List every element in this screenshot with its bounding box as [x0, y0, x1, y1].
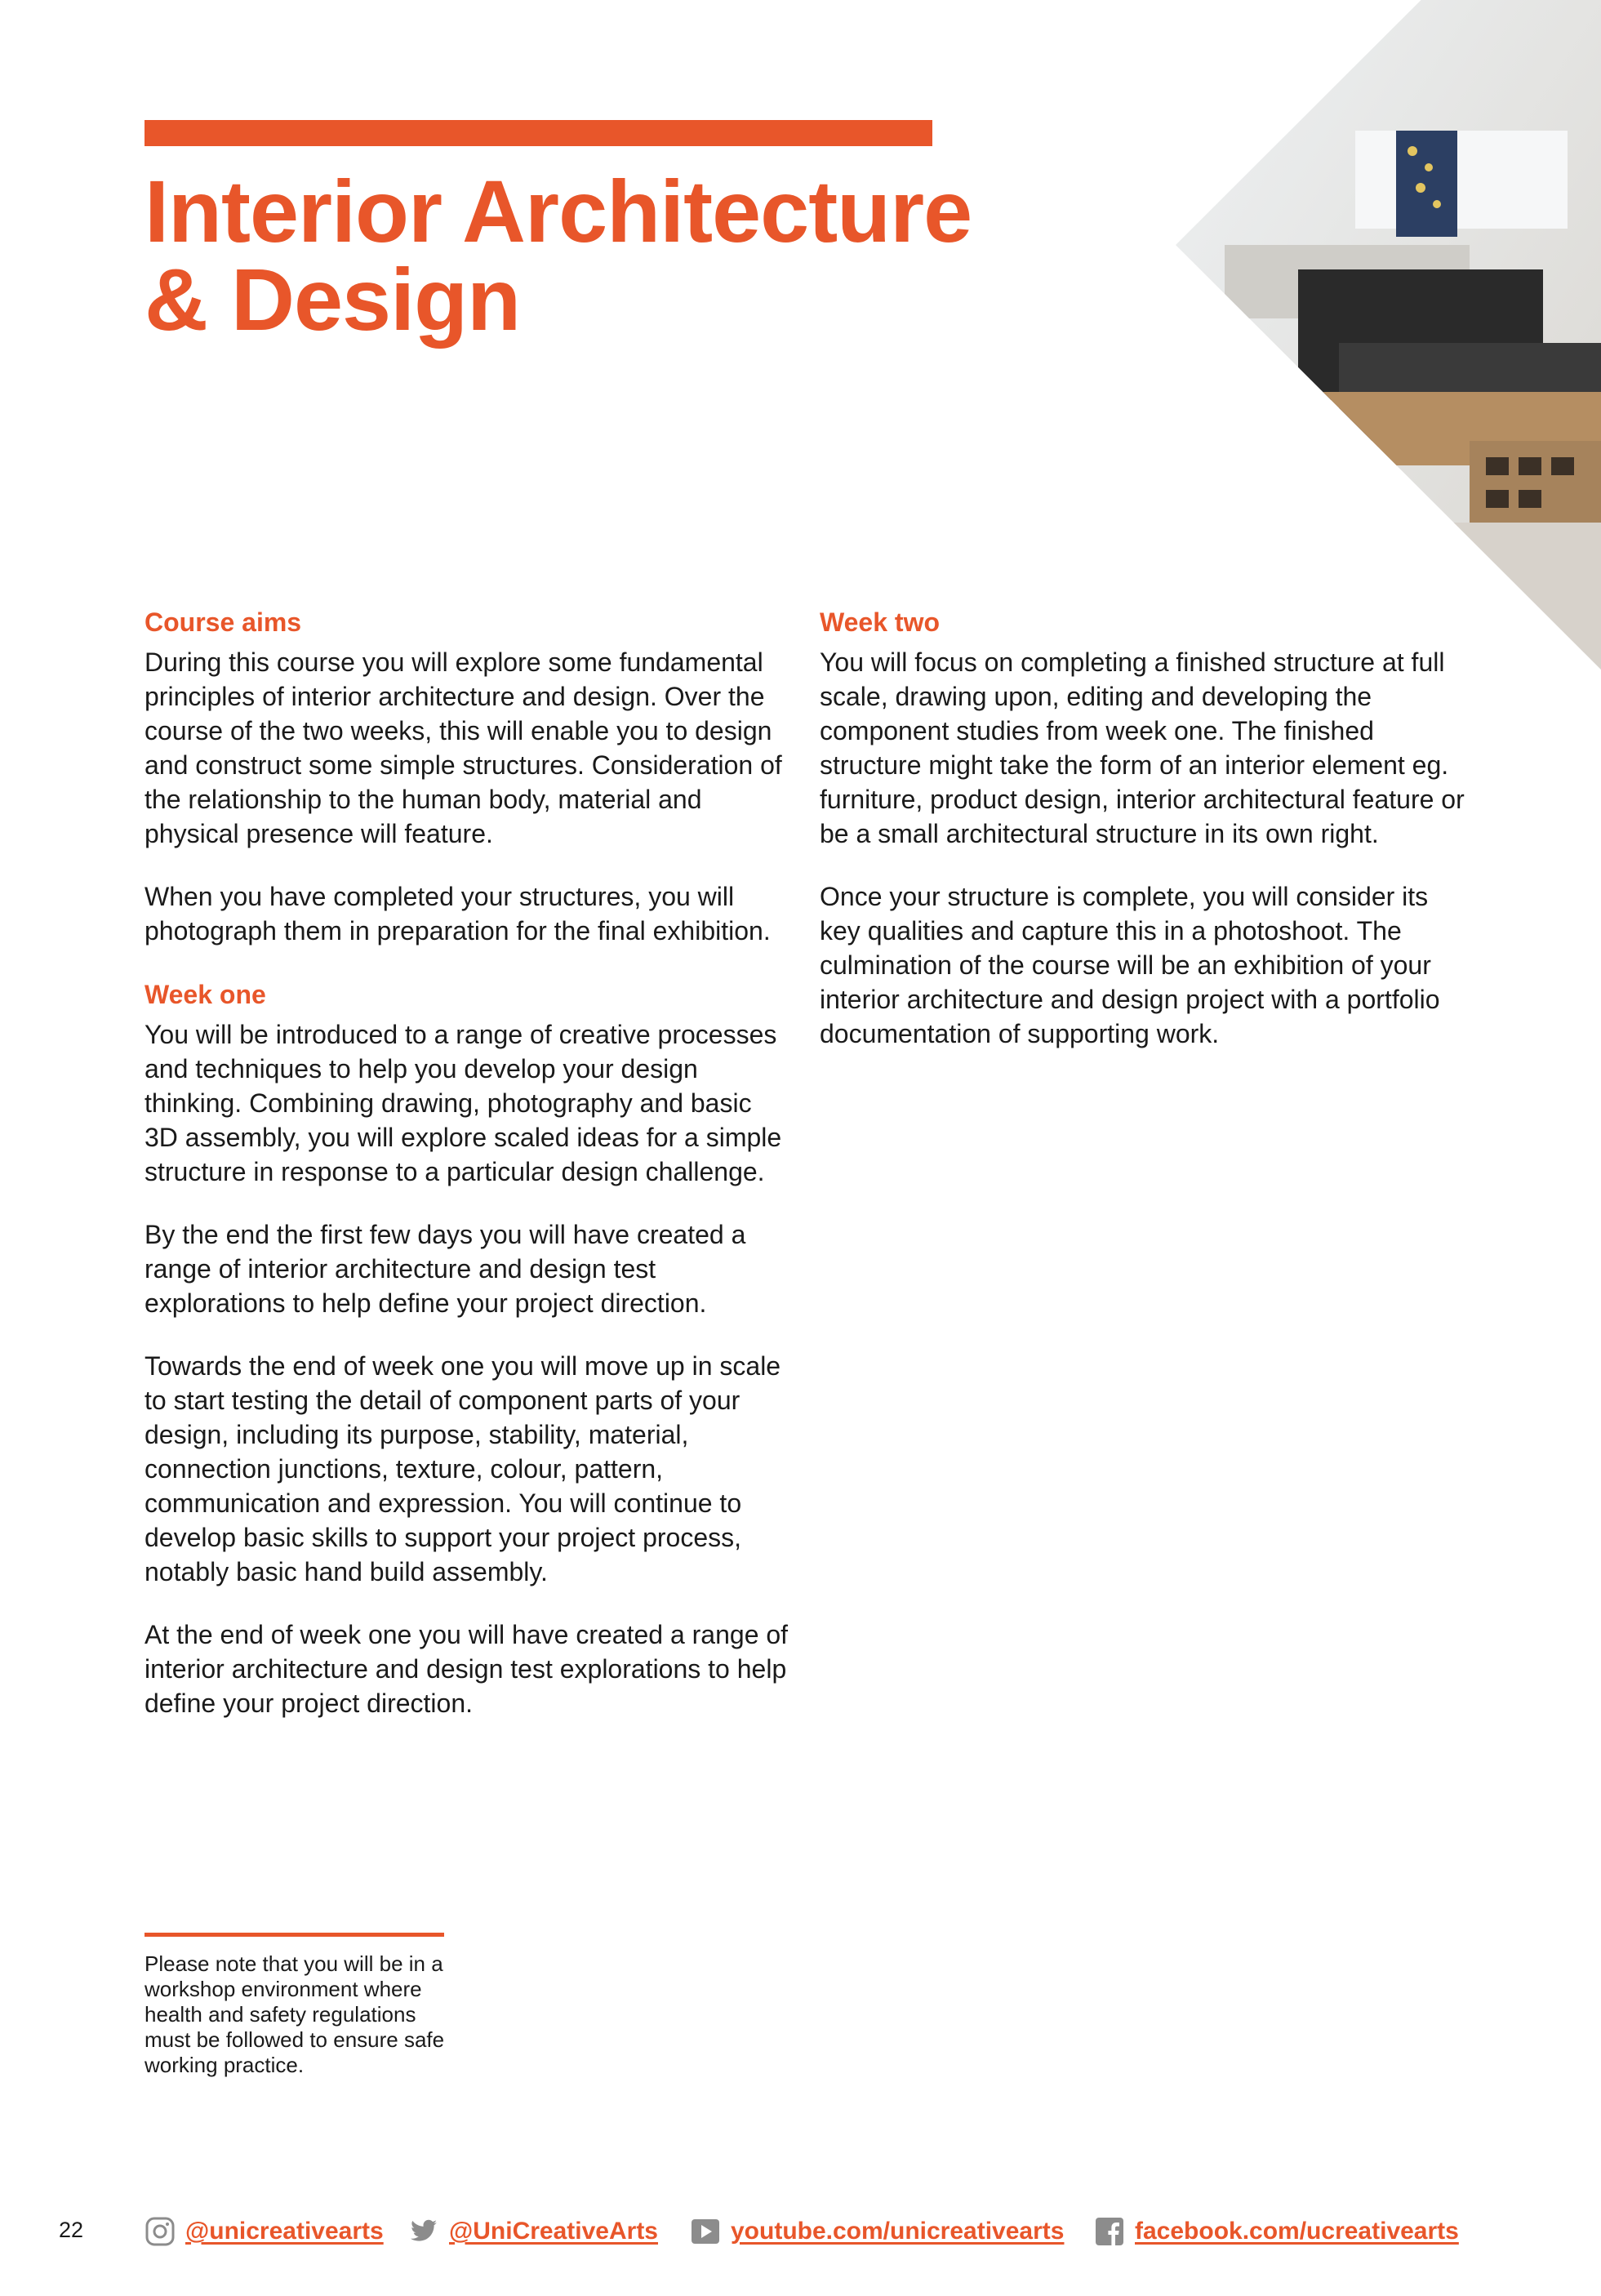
right-column	[820, 604, 1465, 1079]
twitter-link[interactable]: @UniCreativeArts	[449, 2218, 658, 2245]
page-title-line-1: Interior Architecture	[145, 162, 972, 260]
twitter-icon	[408, 2216, 439, 2247]
twitter-link-group	[408, 2211, 658, 2252]
week-one-paragraph-3: Towards the end of week one you will move up in scale to start testing the detail of component parts of your design, including its purpose, stability, material, connection junctions, texture, colour, pattern, communication and expression. You will continue to develop basic skills to support your project process, notably basic hand build assembly.	[145, 1351, 781, 1586]
instagram-link[interactable]: @unicreativearts	[185, 2218, 384, 2245]
facebook-link-group	[1094, 2211, 1459, 2252]
week-one-paragraph-2: By the end the first few days you will have created a range of interior architecture and design test explorations to help define your project direction.	[145, 1220, 746, 1318]
week-two-paragraph-2: Once your structure is complete, you will consider its key qualities and capture this in a photoshoot. The culmination of the course will be an exhibition of your interior architecture and design project with a portfolio documentation of supporting work.	[820, 882, 1440, 1048]
week-two-heading: Week two	[820, 607, 940, 637]
footer	[0, 2211, 1601, 2252]
title-accent-bar	[145, 120, 932, 146]
safety-note: Please note that you will be in a workshop environment where health and safety regulations must be followed to ensure safe working practice.	[145, 1951, 445, 2077]
week-one-paragraph-1: You will be introduced to a range of creative processes and techniques to help you develop your design thinking. Combining drawing, photography and basic 3D assembly, you will explore scaled ideas for a simple structure in response to a particular design challenge.	[145, 1020, 782, 1186]
instagram-link-group	[145, 2211, 384, 2252]
studio-photo	[1176, 0, 1601, 670]
youtube-link[interactable]: youtube.com/unicreativearts	[731, 2218, 1065, 2245]
note-divider	[145, 1933, 444, 1937]
instagram-icon	[145, 2216, 176, 2247]
week-one-paragraph-4: At the end of week one you will have created a range of interior architecture and design test explorations to help define your project direction.	[145, 1620, 789, 1718]
course-aims-paragraph-2: When you have completed your structures, you will photograph them in preparation for the final exhibition.	[145, 882, 771, 946]
left-column	[145, 604, 789, 1749]
facebook-icon	[1094, 2216, 1125, 2247]
course-aims-paragraph-1: During this course you will explore some fundamental principles of interior architecture and design. Over the course of the two weeks, this will enable you to design and construct some simple structures. Consideration of the relationship to the human body, material and physical presence will feature.	[145, 647, 782, 848]
page-number: 22	[59, 2218, 84, 2242]
week-one-heading: Week one	[145, 980, 266, 1009]
youtube-link-group	[690, 2211, 1064, 2252]
facebook-link[interactable]: facebook.com/ucreativearts	[1135, 2218, 1459, 2245]
page-title	[145, 162, 1002, 349]
youtube-icon	[690, 2216, 721, 2247]
week-two-paragraph-1: You will focus on completing a finished structure at full scale, drawing upon, editing and developing the component studies from week one. The finished structure might take the form of an interior element eg. furniture, product design, interior architectural feature or be a small architectural structure in its own right.	[820, 647, 1465, 848]
course-aims-heading: Course aims	[145, 607, 302, 637]
page-title-line-2: & Design	[145, 250, 521, 349]
